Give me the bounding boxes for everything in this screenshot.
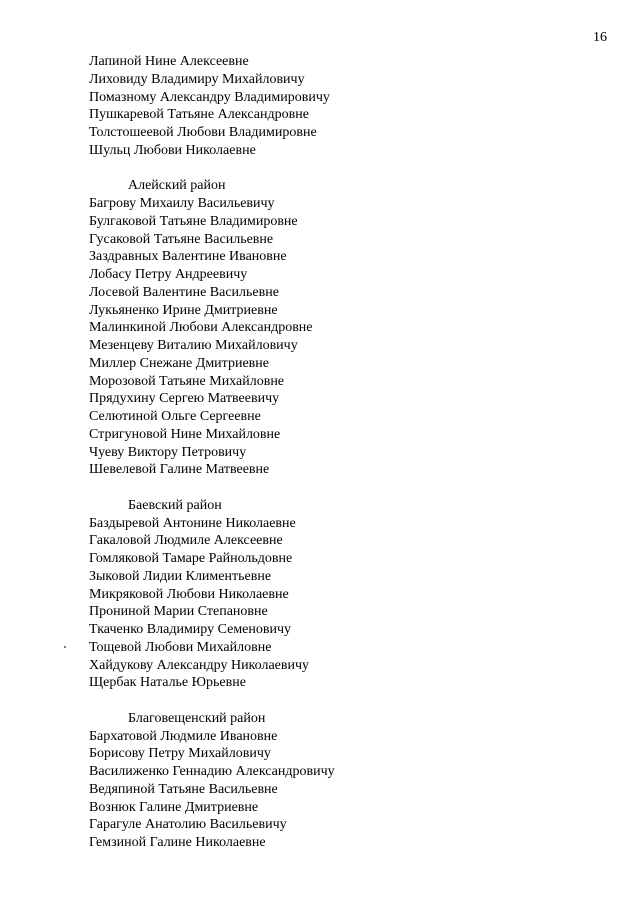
list-item: Селютиной Ольге Сергеевне xyxy=(89,409,261,424)
list-item: Гусаковой Татьяне Васильевне xyxy=(89,231,274,247)
section-heading: Баевский район xyxy=(128,497,222,513)
list-item: Ткаченко Владимиру Семеновичу xyxy=(89,622,292,637)
list-item: Василиженко Геннадию Александровичу xyxy=(89,764,335,779)
name-list xyxy=(89,728,335,852)
list-item: Пушкаревой Татьяне Александровне xyxy=(89,107,309,123)
list-item: Чуеву Виктору Петровичу xyxy=(89,444,247,460)
list-item: Лосевой Валентине Васильевне xyxy=(89,284,279,300)
list-item: Заздравных Валентине Ивановне xyxy=(89,249,287,265)
section-heading: Благовещенский район xyxy=(128,710,266,726)
list-item: Бархатовой Людмиле Ивановне xyxy=(89,728,278,744)
list-item: Баздыревой Антонине Николаевне xyxy=(89,515,296,531)
list-item: Прядухину Сергею Матвеевичу xyxy=(89,391,280,407)
name-list xyxy=(89,53,335,160)
list-item: Гарагуле Анатолию Васильевичу xyxy=(89,817,287,833)
list-item: Микряковой Любови Николаевне xyxy=(89,586,289,602)
list-item: Морозовой Татьяне Михайловне xyxy=(89,373,285,389)
list-item: Булгаковой Татьяне Владимировне xyxy=(89,213,298,229)
scan-speck xyxy=(64,646,66,648)
list-item: Лиховиду Владимиру Михайловичу xyxy=(89,71,305,87)
list-item: Помазному Александру Владимировичу xyxy=(89,89,330,105)
list-item: Зыковой Лидии Климентьевне xyxy=(89,568,272,584)
name-list xyxy=(89,515,335,693)
section-heading: Алейский район xyxy=(128,178,226,194)
list-item: Толстошеевой Любови Владимировне xyxy=(89,125,317,140)
list-item: Борисову Петру Михайловичу xyxy=(89,746,271,762)
list-item: Прониной Марии Степановне xyxy=(89,604,268,620)
list-item: Шульц Любови Николаевне xyxy=(89,142,256,158)
list-item: Ведяпиной Татьяне Васильевне xyxy=(89,781,278,797)
list-item: Гемзиной Галине Николаевне xyxy=(89,835,266,850)
list-item: Миллер Снежане Дмитриевне xyxy=(89,355,269,371)
list-item: Гакаловой Людмиле Алексеевне xyxy=(89,533,283,549)
name-list xyxy=(89,195,335,479)
list-item: Лукьяненко Ирине Дмитриевне xyxy=(89,302,278,318)
document-body xyxy=(89,53,335,852)
list-item: Лобасу Петру Андреевичу xyxy=(89,267,248,282)
list-item: Вознюк Галине Дмитриевне xyxy=(89,799,259,815)
list-item: Мезенцеву Виталию Михайловичу xyxy=(89,338,298,353)
list-item: Малинкиной Любови Александровне xyxy=(89,320,313,336)
list-item: Стригуновой Нине Михайловне xyxy=(89,426,281,442)
list-item: Щербак Наталье Юрьевне xyxy=(89,675,246,691)
list-item: Багрову Михаилу Васильевичу xyxy=(89,196,275,211)
page-number: 16 xyxy=(593,30,607,45)
list-item: Хайдукову Александру Николаевичу xyxy=(89,657,310,673)
list-item: Лапиной Нине Алексеевне xyxy=(89,54,249,69)
list-item: Шевелевой Галине Матвеевне xyxy=(89,462,270,478)
list-item: Тощевой Любови Михайловне xyxy=(89,639,272,655)
list-item: Гомляковой Тамаре Райнольдовне xyxy=(89,551,293,566)
